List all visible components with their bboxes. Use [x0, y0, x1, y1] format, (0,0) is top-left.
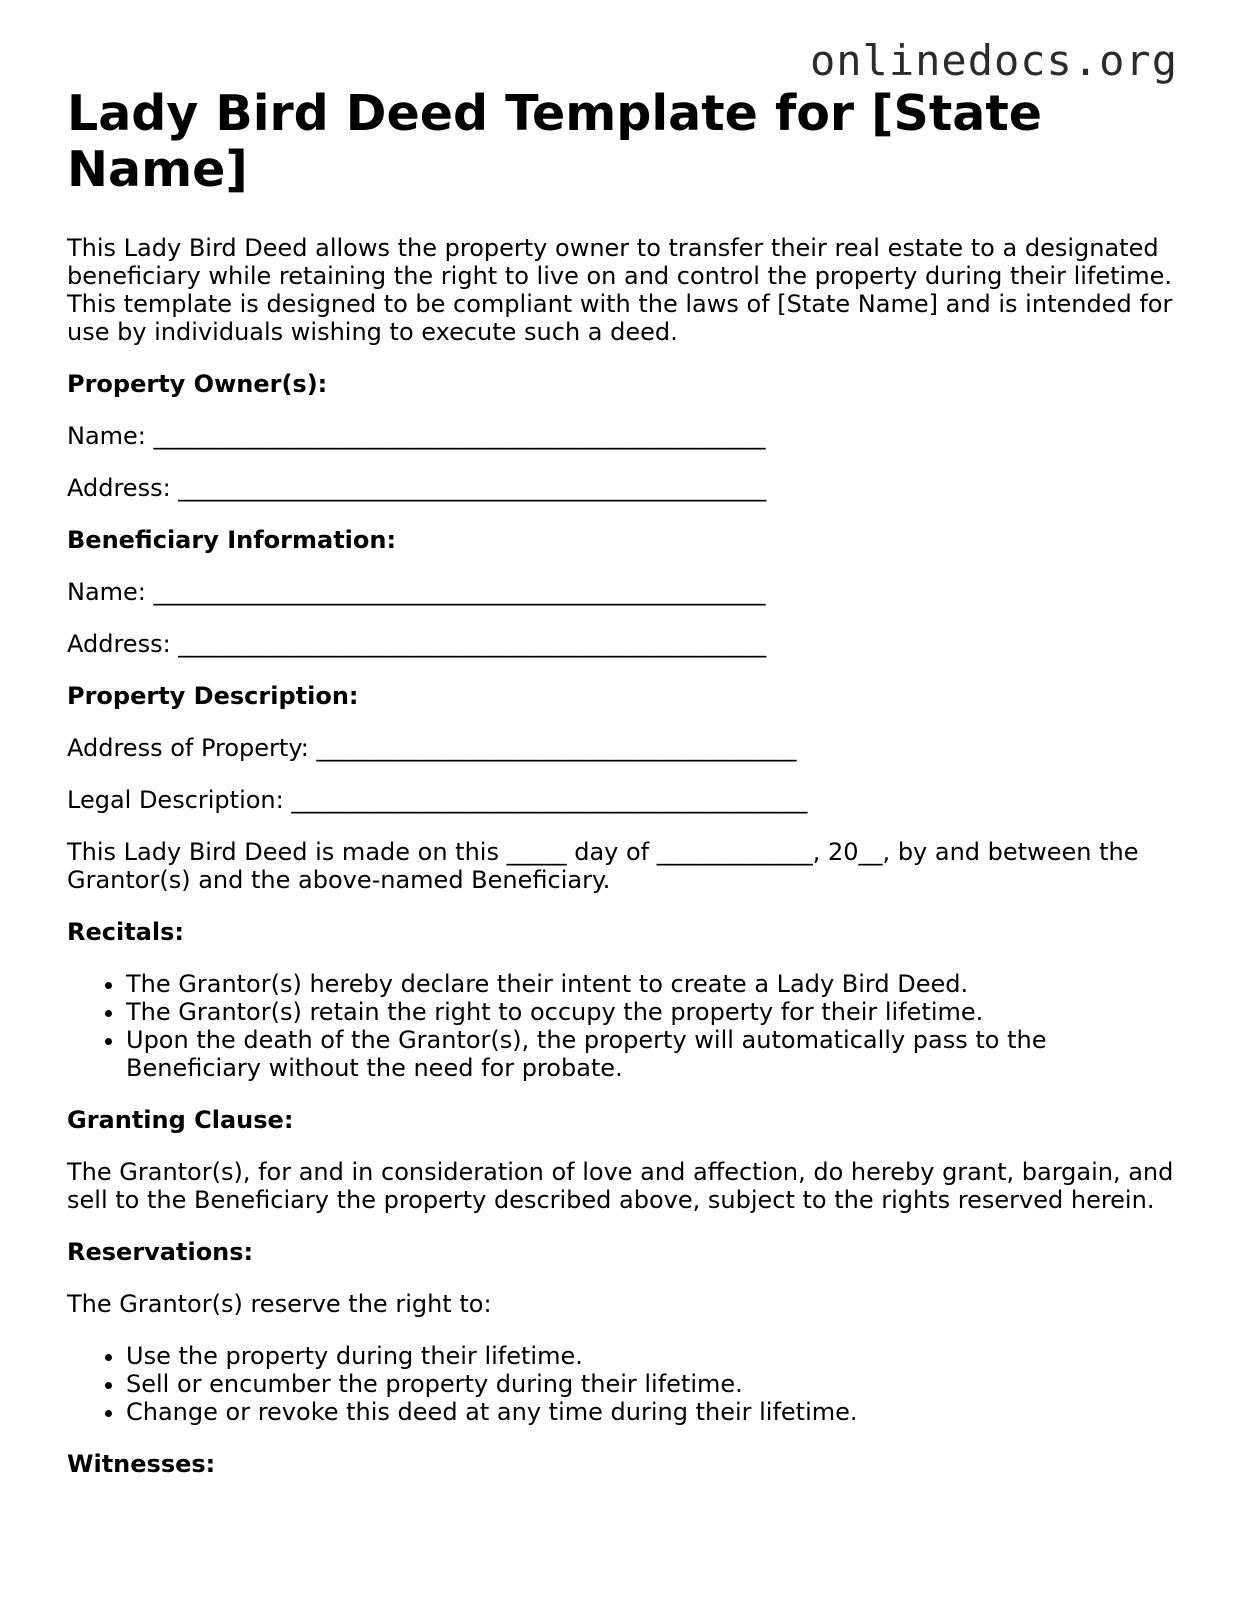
- made-on-paragraph: This Lady Bird Deed is made on this _____ day of _____________, 20__, by and between the Grantor(s) and the above-named Beneficiary.: [67, 838, 1139, 894]
- reservations-heading: Reservations:: [67, 1238, 254, 1266]
- list-item: • Use the property during their lifetime.: [126, 1342, 1177, 1370]
- owner-heading: Property Owner(s):: [67, 370, 328, 398]
- list-item: • The Grantor(s) retain the right to occupy the property for their lifetime.: [126, 998, 1177, 1026]
- reservations-intro: The Grantor(s) reserve the right to:: [67, 1290, 492, 1318]
- document-page: [67, 86, 1177, 1502]
- document-title: Lady Bird Deed Template for [State Name]: [67, 85, 1042, 198]
- property-address-field: Address of Property: ________________________________________: [67, 734, 797, 762]
- owner-address-field: Address: _________________________________________________: [67, 474, 767, 502]
- granting-paragraph: The Grantor(s), for and in consideration of love and affection, do hereby grant, bargain, and sell to the Beneficiary the property described above, subject to the rights reserved herein.: [67, 1158, 1174, 1214]
- recitals-heading: Recitals:: [67, 918, 184, 946]
- reservations-list: [67, 1342, 1177, 1426]
- granting-heading: Granting Clause:: [67, 1106, 294, 1134]
- list-item: • The Grantor(s) hereby declare their intent to create a Lady Bird Deed.: [126, 970, 1177, 998]
- list-item: • Upon the death of the Grantor(s), the property will automatically pass to the Beneficiary without the need for probate.: [126, 1026, 1177, 1082]
- beneficiary-name-field: Name: ___________________________________________________: [67, 578, 766, 606]
- list-item: • Sell or encumber the property during their lifetime.: [126, 1370, 1177, 1398]
- intro-paragraph: This Lady Bird Deed allows the property owner to transfer their real estate to a designated beneficiary while retaining the right to live on and control the property during their lifetime. This template is designed to be compliant with the laws of [State Name] and is intended for use by individuals wishing to execute such a deed.: [67, 234, 1173, 346]
- beneficiary-address-field: Address: _________________________________________________: [67, 630, 767, 658]
- recitals-list: [67, 970, 1177, 1082]
- site-watermark: onlinedocs.org: [809, 36, 1178, 85]
- owner-name-field: Name: ___________________________________________________: [67, 422, 766, 450]
- beneficiary-heading: Beneficiary Information:: [67, 526, 397, 554]
- list-item: • Change or revoke this deed at any time during their lifetime.: [126, 1398, 1177, 1426]
- witnesses-heading: Witnesses:: [67, 1450, 216, 1478]
- legal-description-field: Legal Description: ___________________________________________: [67, 786, 808, 814]
- property-heading: Property Description:: [67, 682, 359, 710]
